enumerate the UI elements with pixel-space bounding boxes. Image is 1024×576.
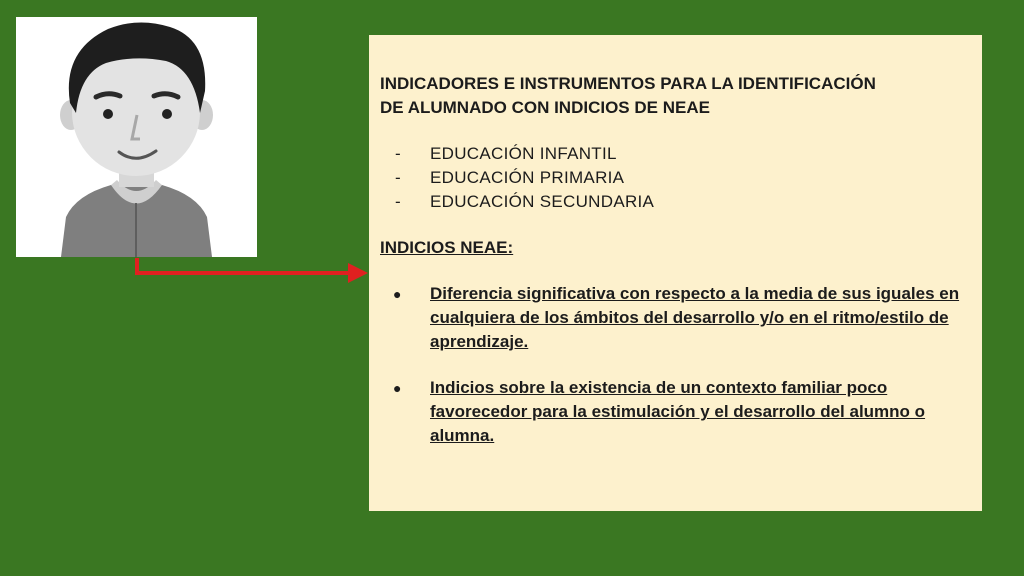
dash-marker: - xyxy=(395,192,401,211)
dash-marker: - xyxy=(395,168,401,187)
bullet-icon: ● xyxy=(393,380,402,396)
avatar-image xyxy=(16,17,257,257)
card-heading xyxy=(380,72,964,120)
level-label: EDUCACIÓN INFANTIL xyxy=(430,144,617,163)
indicios-list xyxy=(380,282,964,448)
list-item xyxy=(380,166,964,190)
list-item xyxy=(380,376,964,448)
male-avatar-icon xyxy=(16,17,257,257)
bullet-text: Diferencia significativa con respecto a la media de sus iguales en cualquiera de los ámbitos del desarrollo y/o en el ritmo/estilo de aprendizaje. xyxy=(430,284,960,351)
indicios-title: INDICIOS NEAE: xyxy=(380,238,514,257)
heading-line-2: DE ALUMNADO CON INDICIOS DE NEAE xyxy=(380,98,710,117)
bullet-text: Indicios sobre la existencia de un contexto familiar poco favorecedor para la estimulación y el desarrollo del alumno o alumna. xyxy=(430,378,926,445)
education-levels-list xyxy=(380,142,964,214)
heading-line-1: INDICADORES E INSTRUMENTOS PARA LA IDENTIFICACIÓN xyxy=(380,74,876,93)
list-item xyxy=(380,282,964,354)
bullet-icon: ● xyxy=(393,286,402,302)
level-label: EDUCACIÓN SECUNDARIA xyxy=(430,192,655,211)
list-item xyxy=(380,190,964,214)
level-label: EDUCACIÓN PRIMARIA xyxy=(430,168,625,187)
list-item xyxy=(380,142,964,166)
dash-marker: - xyxy=(395,144,401,163)
content-card xyxy=(369,35,982,511)
